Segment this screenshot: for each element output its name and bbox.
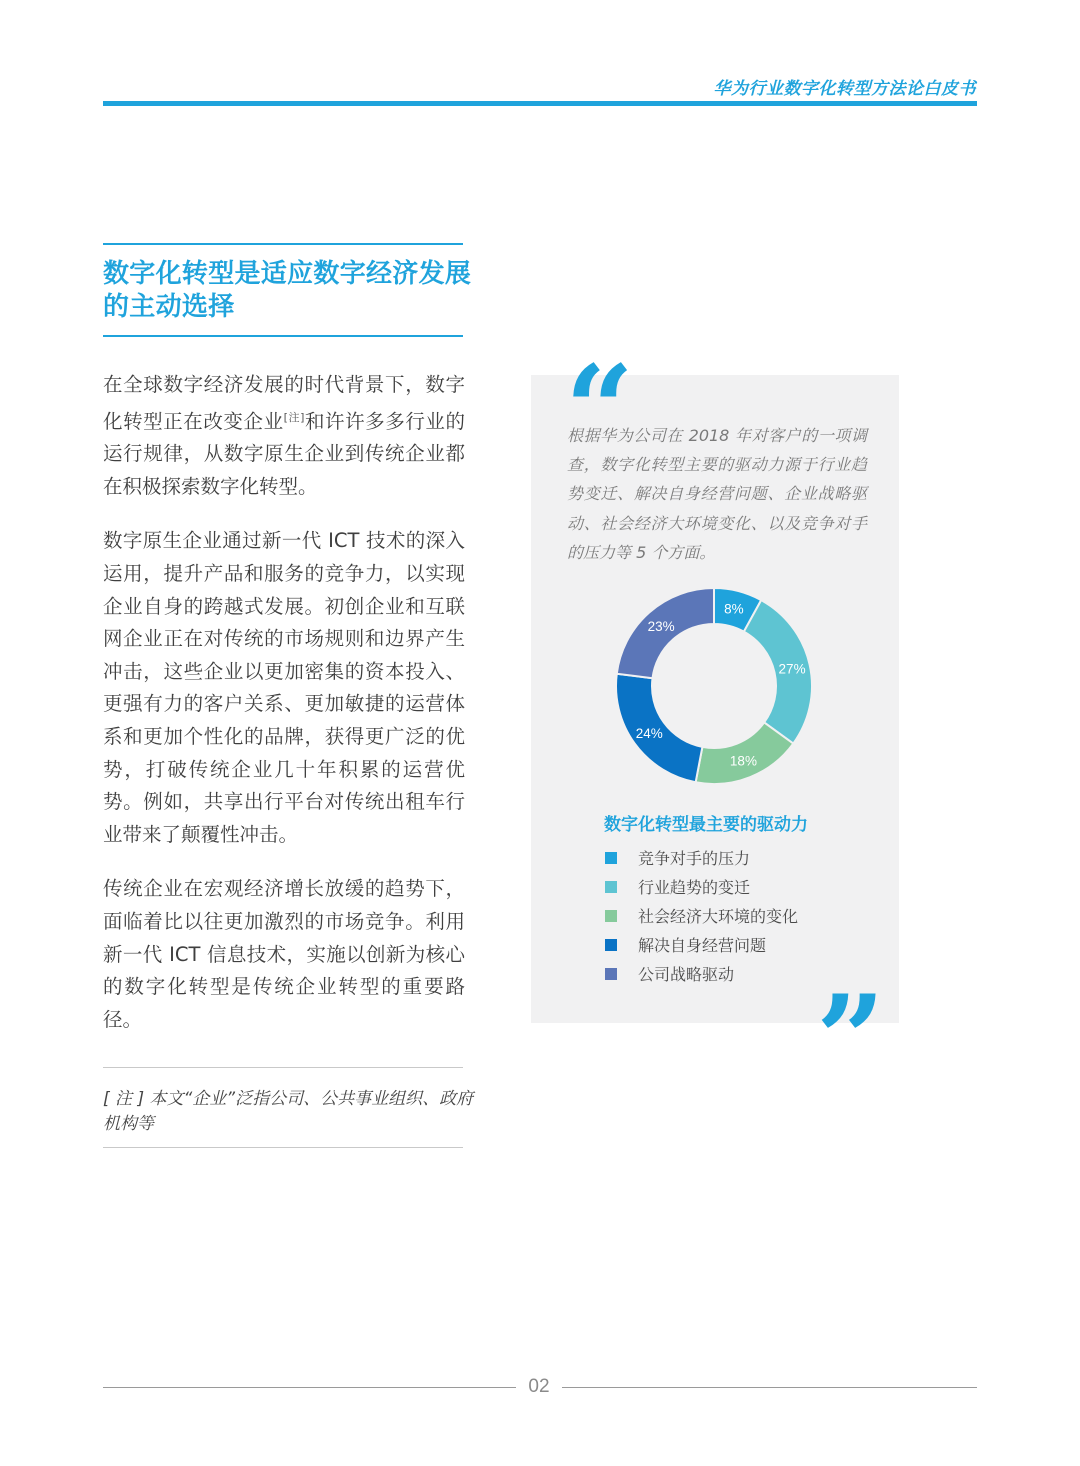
chart-title: 数字化转型最主要的驱动力 [604, 815, 808, 835]
donut-slice-label-1: 8% [724, 601, 744, 617]
legend-item [605, 930, 798, 959]
paragraph-2: 数字原生企业通过新一代 ICT 技术的深入运用，提升产品和服务的竞争力，以实现企业自身的跨越式发展。初创企业和互联网企业正在对传统的市场规则和边界产生冲击，这些企业以更加密集的资本投入、更强有力的客户关系、更加敏捷的运营体系和更加个性化的品牌，获得更广泛的优势，打破传统企业几十年积累的运营优势。例如，共享出行平台对传统出租车行业带来了颠覆性冲击。 [103, 529, 465, 846]
donut-chart [614, 586, 814, 786]
note-reference: [注] [283, 410, 305, 424]
footer-rule-right [562, 1387, 977, 1388]
legend-swatch [605, 852, 617, 864]
donut-slice-label-3: 18% [729, 753, 757, 769]
footnote-rule-top [103, 1067, 463, 1068]
paragraph-1-part-2: 和许许多多行业的运行规律，从数字原生企业到传统企业都在积极探索数字化转型。 [103, 409, 465, 498]
open-quote-icon: “ [565, 339, 635, 480]
legend-label: 公司战略驱动 [638, 965, 735, 984]
header-title: 华为行业数字化转型方法论白皮书 [713, 79, 976, 99]
chart-legend [605, 843, 798, 988]
legend-label: 社会经济大环境的变化 [638, 907, 799, 926]
legend-swatch [605, 881, 617, 893]
footnote-rule-bottom [103, 1147, 463, 1148]
paragraph-1-part-1: 在全球数字经济发展的时代背景下，数字化转型正在改变企业 [103, 373, 465, 433]
legend-swatch [605, 939, 617, 951]
section-title-rule-bottom [103, 335, 463, 337]
footnote: [ 注 ] 本文“企业”泛指公司、公共事业组织、政府机构等 [103, 1089, 474, 1134]
page-number: 02 [528, 1376, 550, 1397]
legend-item [605, 872, 798, 901]
close-quote-icon: ” [816, 969, 886, 1110]
donut-slice-label-5: 23% [647, 618, 675, 634]
quote-text: 根据华为公司在 2018 年对客户的一项调查，数字化转型主要的驱动力源于行业趋势变迁、解决自身经营问题、企业战略驱动、社会经济大环境变化、以及竞争对手的压力等 5 个方面。 [567, 426, 867, 562]
legend-label: 解决自身经营问题 [638, 936, 767, 955]
legend-label: 竞争对手的压力 [638, 849, 751, 868]
legend-swatch [605, 968, 617, 980]
legend-label: 行业趋势的变迁 [638, 878, 751, 897]
legend-item [605, 959, 798, 988]
footer-rule-left [103, 1387, 516, 1388]
paragraph-1 [103, 369, 465, 503]
paragraph-3: 传统企业在宏观经济增长放缓的趋势下，面临着比以往更加激烈的市场竞争。利用新一代 ICT 信息技术，实施以创新为核心的数字化转型是传统企业转型的重要路径。 [103, 877, 465, 1031]
body-text [103, 369, 465, 1058]
donut-slice-label-2: 27% [778, 661, 806, 677]
section-title: 数字化转型是适应数字经济发展的主动选择 [103, 259, 472, 322]
legend-item [605, 843, 798, 872]
legend-swatch [605, 910, 617, 922]
legend-item [605, 901, 798, 930]
section-title-rule-top [103, 243, 463, 245]
header-rule [103, 101, 977, 106]
donut-slice-label-4: 24% [635, 726, 663, 742]
